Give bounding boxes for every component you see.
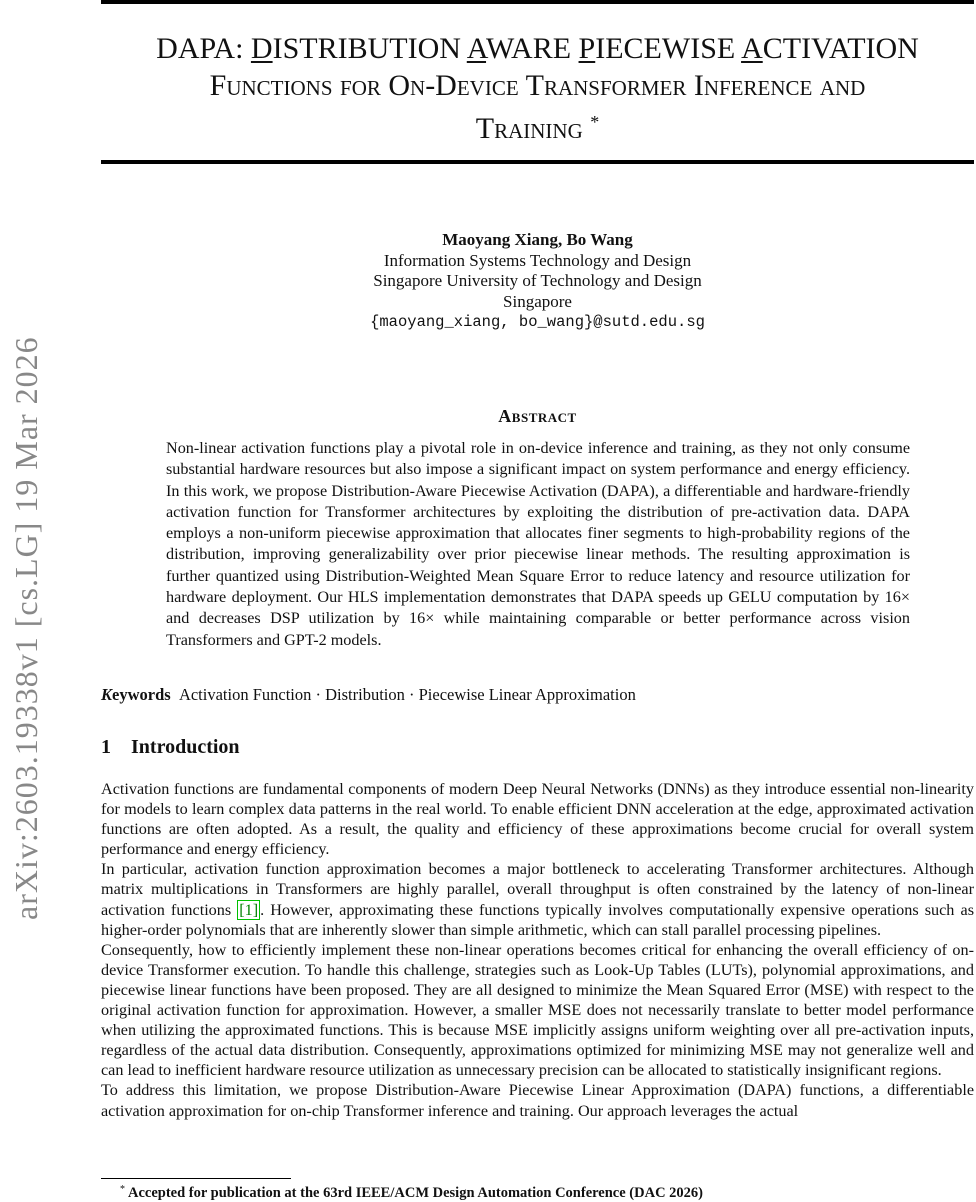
footnote-rule (101, 1178, 291, 1179)
section-number: 1 (101, 736, 111, 758)
title-line-2: Functions for On-Device Transformer Inference and (209, 69, 866, 102)
title-rule-top (101, 0, 974, 4)
paragraph-2: In particular, activation function approximation becomes a major bottleneck to accelerating Transformer architectures. Although matrix multiplications in Transformers are highly parallel, overall throughput is often constrained by the latency of non-linear activation functions [1] . However, approximating these functions typically involves computationally expensive operations such as higher-order polynomials that are inherently slower than simple arithmetic, which can stall parallel processing pipelines. (101, 860, 974, 939)
introduction-body (101, 779, 974, 1121)
keywords-label: Keywords (101, 685, 171, 704)
footnote-text: Accepted for publication at the 63rd IEEE/ACM Design Automation Conference (DAC 2026) (128, 1185, 704, 1201)
author-email: {maoyang_xiang, bo_wang}@sutd.edu.sg (370, 313, 705, 331)
section-heading-introduction (101, 734, 240, 760)
abstract-text: Non-linear activation functions play a pivotal role in on-device inference and training, as they not only consume substantial hardware resources but also impose a significant impact on system performance and energy efficiency. In this work, we propose Distribution-Aware Piecewise Activation (DAPA), a differentiable and hardware-friendly activation function for Transformer architectures by exploiting the distribution of pre-activation data. DAPA employs a non-uniform piecewise approximation that allocates finer segments to high-probability regions of the distribution, improving generalizability over prior piecewise linear methods. The resulting approximation is further quantized using Distribution-Weighted Mean Square Error to reduce latency and resource utilization for hardware deployment. Our HLS implementation demonstrates that DAPA speeds up GELU computation by 16× and decreases DSP utilization by 16× while maintaining comparable or better performance across vision Transformers and GPT-2 models. (166, 439, 910, 649)
title-line-3: Training * (475, 112, 600, 145)
arxiv-identifier-sidebar (2, 260, 46, 920)
title-line-1: DAPA: DISTRIBUTION AWARE PIECEWISE ACTIVATION (156, 32, 919, 65)
footnote (120, 1181, 703, 1202)
keywords-list: Activation Function · Distribution · Piecewise Linear Approximation (178, 685, 636, 704)
paragraph-3: Consequently, how to efficiently implement these non-linear operations becomes critical for enhancing the overall efficiency of on-device Transformer execution. To handle this challenge, strategies such as Look-Up Tables (LUTs), polynomial approximations, and piecewise linear functions have been proposed. They are all designed to minimize the Mean Squared Error (MSE) with respect to the original activation function for approximation. However, a smaller MSE does not necessarily translate to better model performance when utilizing the approximated functions. This is because MSE implicitly assigns uniform weighting over all pre-activation inputs, regardless of the actual data distribution. Consequently, approximations optimized for minimizing MSE may not generalize well and can lead to inefficient hardware resource utilization as unnecessary precision can be allocated to statistically insignificant regions. (101, 940, 974, 1080)
author-names: Maoyang Xiang, Bo Wang (442, 230, 633, 249)
author-affiliation-university: Singapore University of Technology and Design (373, 271, 702, 290)
title-rule-bottom (101, 160, 974, 164)
footnote-mark: * (120, 1184, 125, 1195)
title-footnote-mark: * (590, 112, 600, 132)
author-affiliation-dept: Information Systems Technology and Design (383, 250, 692, 270)
section-title: Introduction (131, 736, 240, 758)
keywords (101, 684, 974, 705)
author-country: Singapore (503, 291, 572, 311)
citation-link[interactable]: [1] (239, 900, 259, 919)
abstract-heading: Abstract (498, 406, 577, 426)
arxiv-identifier: arXiv:2603.19338v1 [cs.LG] 19 Mar 2026 (8, 336, 44, 920)
paragraph-1: Activation functions are fundamental components of modern Deep Neural Networks (DNNs) as they introduce essential non-linearity for models to learn complex data patterns in the real world. To enable efficient DNN acceleration at the edge, approximated activation functions are often adopted. As a result, the quality and efficiency of these approximations become crucial for overall system performance and energy efficiency. (101, 780, 974, 859)
paper-title (101, 30, 974, 147)
paragraph-4: To address this limitation, we propose Distribution-Aware Piecewise Linear Approximation (DAPA) functions, a differentiable activation approximation for on-chip Transformer inference and training. Our approach leverages the actual (101, 1081, 974, 1120)
author-block (101, 230, 974, 333)
